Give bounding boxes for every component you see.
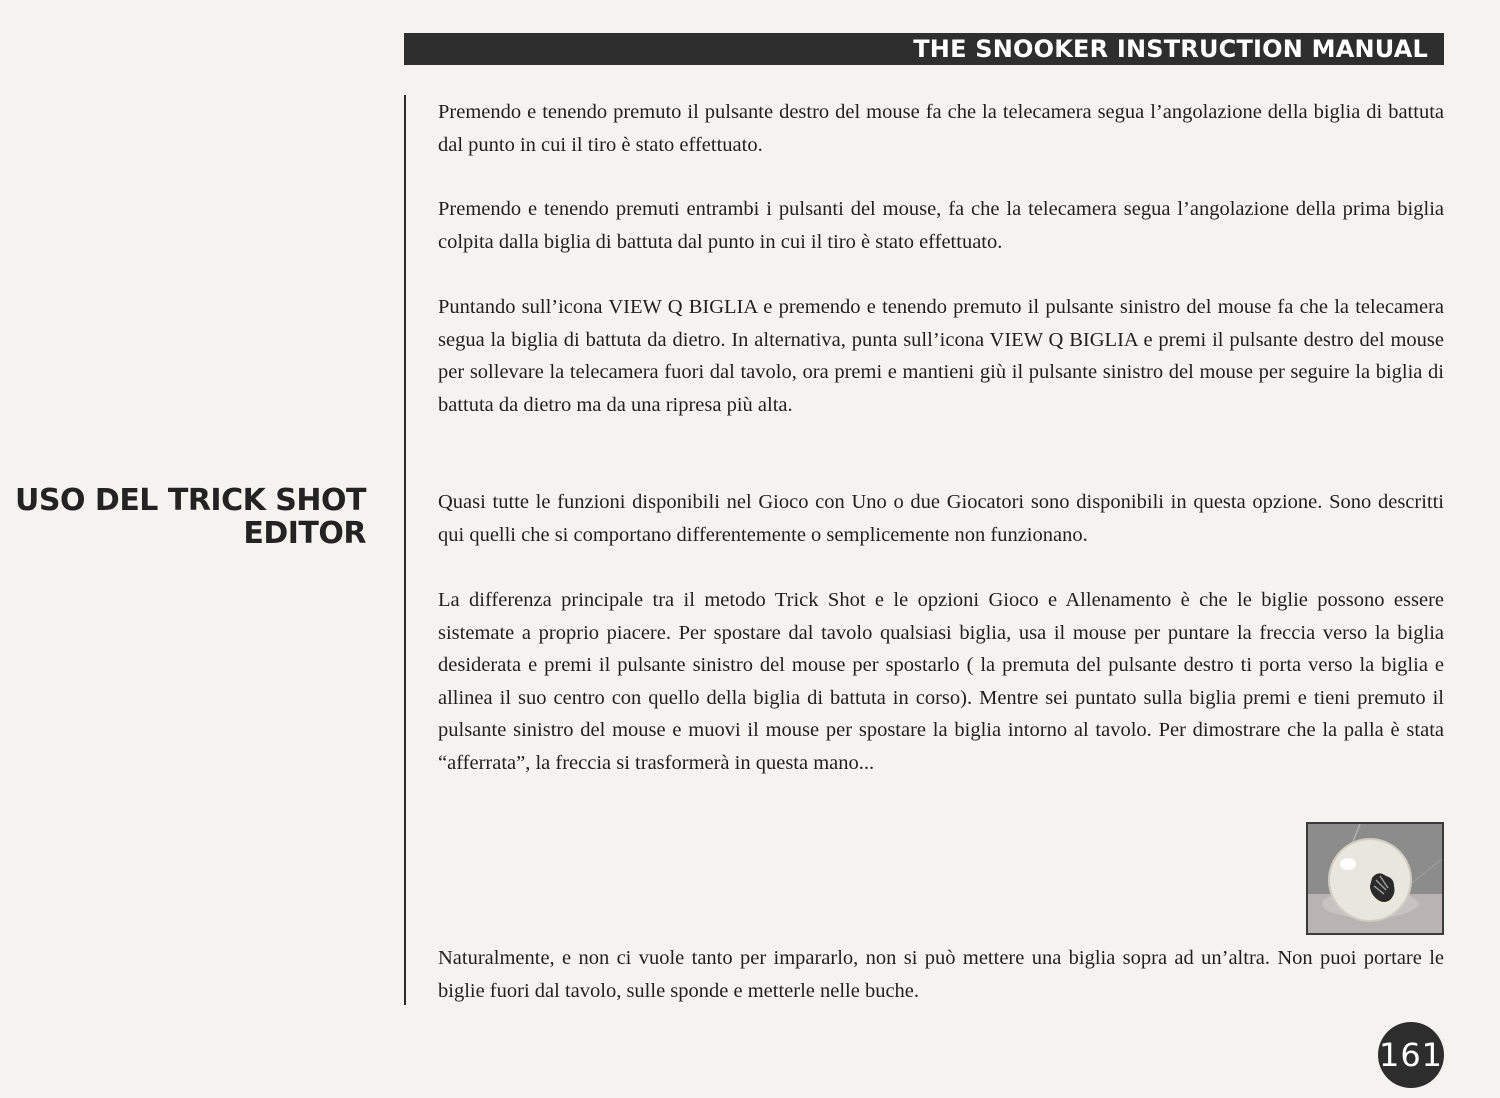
manual-title: THE SNOOKER INSTRUCTION MANUAL: [913, 35, 1428, 63]
header-bar: [404, 33, 1444, 65]
paragraph-view-q-biglia: Puntando sull’icona VIEW Q BIGLIA e premendo e tenendo premuto il pulsante sinistro del mouse fa che la telecamera segua la biglia di battuta da dietro. In alternativa, punta sull’icona VIEW Q BIGLIA e premi il pulsante destro del mouse per sollevare la telecamera fuori dal tavolo, ora premi e mantieni giù il pulsante sinistro del mouse per seguire la biglia di battuta da dietro ma da una ripresa più alta.: [438, 296, 1444, 416]
vertical-divider: [404, 95, 406, 1005]
hand-cursor-illustration: [1306, 822, 1444, 935]
section-heading: [0, 484, 366, 550]
paragraph-trick-shot-differences: La differenza principale tra il metodo Trick Shot e le opzioni Gioco e Allenamento è che le biglie possono essere sistemate a proprio piacere. Per spostare dal tavolo qualsiasi biglia, usa il mouse per puntare la freccia verso la biglia desiderata e premi il pulsante sinistro del mouse per spostarlo ( la premuta del pulsante destro ti porta verso la biglia e allinea il suo centro con quello della biglia di battuta in corso). Mentre sei puntato sulla biglia premi e tieni premuto il pulsante sinistro del mouse e muovi il mouse per spostare la biglia intorno al tavolo. Per dimostrare che la palla è stata “afferrata”, la freccia si trasformerà in questa mano...: [438, 589, 1444, 774]
page-number: 161: [1378, 1036, 1444, 1074]
grabbing-hand-icon: [1308, 824, 1442, 933]
section-heading-line1: USO DEL TRICK SHOT: [15, 483, 366, 518]
page-number-badge: [1378, 1022, 1444, 1088]
paragraph-right-button: Premendo e tenendo premuto il pulsante destro del mouse fa che la telecamera segua l’angolazione della biglia di battuta dal punto in cui il tiro è stato effettuato.: [438, 101, 1444, 156]
paragraph-trick-shot-intro: Quasi tutte le funzioni disponibili nel Gioco con Uno o due Giocatori sono disponibili in questa opzione. Sono descritti qui quelli che si comportano differentemente o semplicemente non funzionano.: [438, 491, 1444, 546]
section-heading-line2: EDITOR: [243, 516, 366, 551]
paragraph-both-buttons: Premendo e tenendo premuti entrambi i pulsanti del mouse, fa che la telecamera segua l’angolazione della prima biglia colpita dalla biglia di battuta dal punto in cui il tiro è stato effettuato.: [438, 198, 1444, 253]
paragraph-restrictions: Naturalmente, e non ci vuole tanto per impararlo, non si può mettere una biglia sopra ad un’altra. Non puoi portare le biglie fuori dal tavolo, sulle sponde e metterle nelle buche.: [438, 947, 1444, 1002]
